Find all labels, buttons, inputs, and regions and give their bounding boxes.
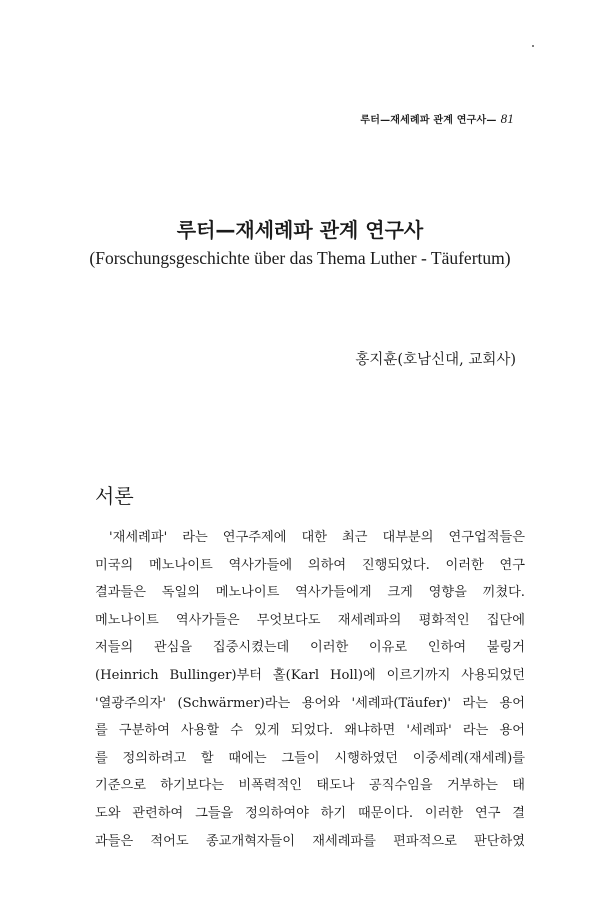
paper-title: 루터—재세례파 관계 연구사	[176, 218, 424, 242]
running-head-title: 루터—재세례파 관계 연구사—	[360, 115, 497, 126]
body-line: 를 구분하여 사용할 수 있게 되었다. 왜냐하면 '세례파' 라는 용어	[95, 723, 525, 739]
body-line: '열광주의자' (Schwärmer)라는 용어와 '세례파(Täufer)' 라는 용어	[95, 695, 525, 711]
page-number: 81	[500, 111, 514, 126]
body-line: 저들의 관심을 집중시켰는데 이러한 이유로 인하여 불링거	[95, 640, 525, 656]
body-line: '재세례파' 라는 연구주제에 대한 최근 대부분의 연구업적들은	[109, 530, 525, 545]
body-paragraph	[95, 524, 525, 855]
body-line: 결과들은 독일의 메노나이트 역사가들에게 크게 영향을 끼쳤다.	[95, 585, 525, 601]
body-line: 메노나이트 역사가들은 무엇보다도 재세례파의 평화적인 집단에	[95, 612, 525, 628]
body-line: 기준으로 하기보다는 비폭력적인 태도나 공직수임을 거부하는 태	[95, 778, 525, 794]
body-line: 과들은 적어도 종교개혁자들이 재세례파를 편파적으로 판단하였	[95, 833, 525, 849]
author-affiliation: 홍지훈(호남신대, 교회사)	[355, 352, 516, 368]
body-line: (Heinrich Bullinger)부터 홀(Karl Holl)에 이르기까지 사용되었던	[95, 667, 525, 683]
running-head	[360, 111, 514, 127]
body-line: 미국의 메노나이트 역사가들에 의하여 진행되었다. 이러한 연구	[95, 557, 525, 573]
section-heading: 서론	[95, 484, 134, 508]
scan-speck	[532, 45, 534, 47]
body-line: 를 정의하려고 할 때에는 그들이 시행하였던 이중세례(재세례)를	[95, 750, 525, 766]
body-line: 도와 관련하여 그들을 정의하여야 하기 때문이다. 이러한 연구 결	[95, 805, 525, 821]
paper-subtitle: (Forschungsgeschichte über das Thema Luther - Täufertum)	[89, 248, 511, 268]
